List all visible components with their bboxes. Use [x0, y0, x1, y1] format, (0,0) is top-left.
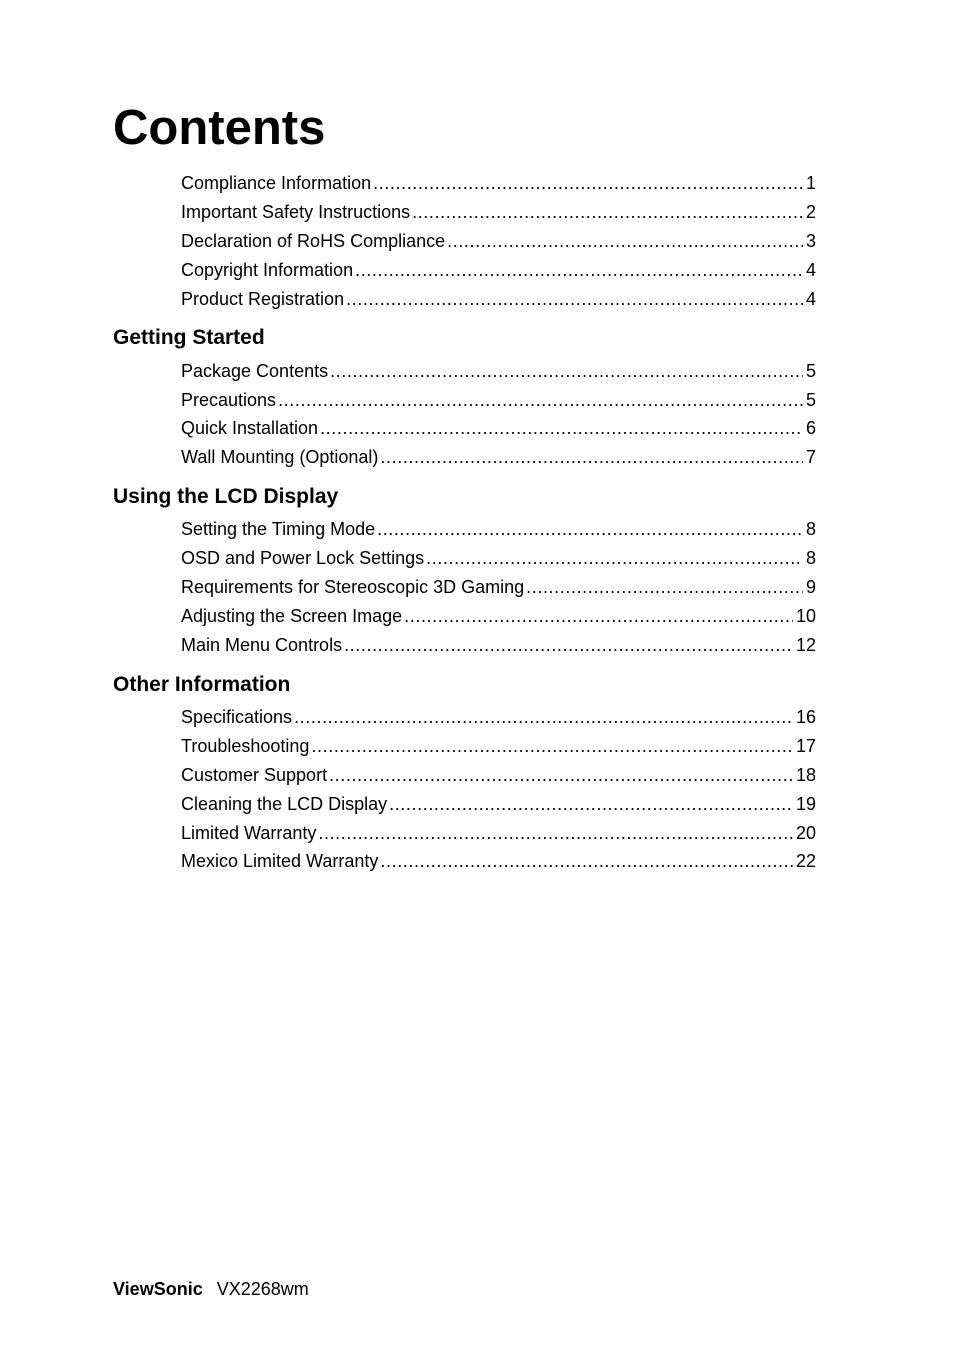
- toc-entry[interactable]: [181, 200, 816, 224]
- toc-entry-label: Compliance Information: [181, 173, 372, 193]
- page-title: Contents: [113, 101, 326, 155]
- toc-entry[interactable]: [181, 388, 816, 412]
- toc-entry-page: 8: [805, 548, 816, 568]
- footer-brand: ViewSonic: [113, 1279, 203, 1299]
- dot-leader: [426, 546, 803, 570]
- dot-leader: [404, 604, 793, 628]
- toc-entry-page: 4: [805, 289, 816, 309]
- toc-entry-label: Setting the Timing Mode: [181, 519, 376, 539]
- toc-entry[interactable]: [181, 546, 816, 570]
- toc-entry-label: Cleaning the LCD Display: [181, 794, 388, 814]
- toc-entry-page: 6: [805, 418, 816, 438]
- toc-entry[interactable]: [181, 849, 816, 873]
- toc-entry-label: Troubleshooting: [181, 736, 310, 756]
- toc-entry-page: 16: [795, 707, 816, 727]
- toc-entry-page: 22: [795, 851, 816, 871]
- dot-leader: [346, 287, 803, 311]
- toc-entry-page: 17: [795, 736, 816, 756]
- toc-entry-label: Product Registration: [181, 289, 345, 309]
- toc-entry[interactable]: [181, 416, 816, 440]
- toc-entry[interactable]: [181, 359, 816, 383]
- toc-entry-page: 18: [795, 765, 816, 785]
- toc-entry-page: 8: [805, 519, 816, 539]
- section-heading[interactable]: Getting Started: [113, 326, 265, 349]
- dot-leader: [320, 416, 803, 440]
- dot-leader: [330, 359, 803, 383]
- toc-entry-label: Customer Support: [181, 765, 328, 785]
- dot-leader: [380, 849, 793, 873]
- toc-entry[interactable]: [181, 604, 816, 628]
- toc-entry[interactable]: [181, 575, 816, 599]
- dot-leader: [278, 388, 803, 412]
- dot-leader: [389, 792, 793, 816]
- dot-leader: [526, 575, 803, 599]
- toc-entry-page: 9: [805, 577, 816, 597]
- toc-entry-label: Important Safety Instructions: [181, 202, 411, 222]
- toc-entry[interactable]: [181, 287, 816, 311]
- toc-entry[interactable]: [181, 445, 816, 469]
- toc-entry-label: Specifications: [181, 707, 293, 727]
- toc-entry[interactable]: [181, 763, 816, 787]
- toc-entry-label: Wall Mounting (Optional): [181, 447, 379, 467]
- toc-entry-label: Precautions: [181, 390, 277, 410]
- dot-leader: [344, 633, 793, 657]
- dot-leader: [380, 445, 803, 469]
- toc-entry-label: Declaration of RoHS Compliance: [181, 231, 446, 251]
- dot-leader: [377, 517, 803, 541]
- toc-entry-label: Mexico Limited Warranty: [181, 851, 379, 871]
- dot-leader: [412, 200, 803, 224]
- toc-entry-page: 10: [795, 606, 816, 626]
- toc-entry-page: 1: [805, 173, 816, 193]
- toc-entry-page: 2: [805, 202, 816, 222]
- toc-entry[interactable]: [181, 792, 816, 816]
- toc-entry[interactable]: [181, 258, 816, 282]
- toc-entry-page: 5: [805, 361, 816, 381]
- toc-entry-page: 12: [795, 635, 816, 655]
- toc-entry[interactable]: [181, 229, 816, 253]
- page-footer: [113, 1277, 309, 1301]
- toc-entry-page: 19: [795, 794, 816, 814]
- dot-leader: [355, 258, 803, 282]
- footer-model: VX2268wm: [216, 1279, 309, 1299]
- dot-leader: [318, 821, 793, 845]
- toc-entry[interactable]: [181, 705, 816, 729]
- toc-entry-page: 7: [805, 447, 816, 467]
- toc-entry[interactable]: [181, 517, 816, 541]
- toc-entry-label: Limited Warranty: [181, 823, 317, 843]
- toc-entry-page: 20: [795, 823, 816, 843]
- dot-leader: [447, 229, 803, 253]
- toc-entry-label: Main Menu Controls: [181, 635, 343, 655]
- toc-entry-label: Package Contents: [181, 361, 329, 381]
- section-heading[interactable]: Using the LCD Display: [113, 485, 339, 508]
- toc-entry[interactable]: [181, 734, 816, 758]
- dot-leader: [373, 171, 803, 195]
- toc-entry-page: 5: [805, 390, 816, 410]
- section-heading[interactable]: Other Information: [113, 673, 291, 696]
- dot-leader: [311, 734, 793, 758]
- toc-entry-label: Copyright Information: [181, 260, 354, 280]
- toc-entry[interactable]: [181, 821, 816, 845]
- dot-leader: [294, 705, 793, 729]
- toc-entry[interactable]: [181, 171, 816, 195]
- toc-entry-label: Requirements for Stereoscopic 3D Gaming: [181, 577, 525, 597]
- toc-entry-page: 4: [805, 260, 816, 280]
- dot-leader: [329, 763, 793, 787]
- toc-entry-label: Adjusting the Screen Image: [181, 606, 403, 626]
- toc-entry[interactable]: [181, 633, 816, 657]
- toc-entry-page: 3: [805, 231, 816, 251]
- toc-entry-label: OSD and Power Lock Settings: [181, 548, 425, 568]
- toc-entry-label: Quick Installation: [181, 418, 319, 438]
